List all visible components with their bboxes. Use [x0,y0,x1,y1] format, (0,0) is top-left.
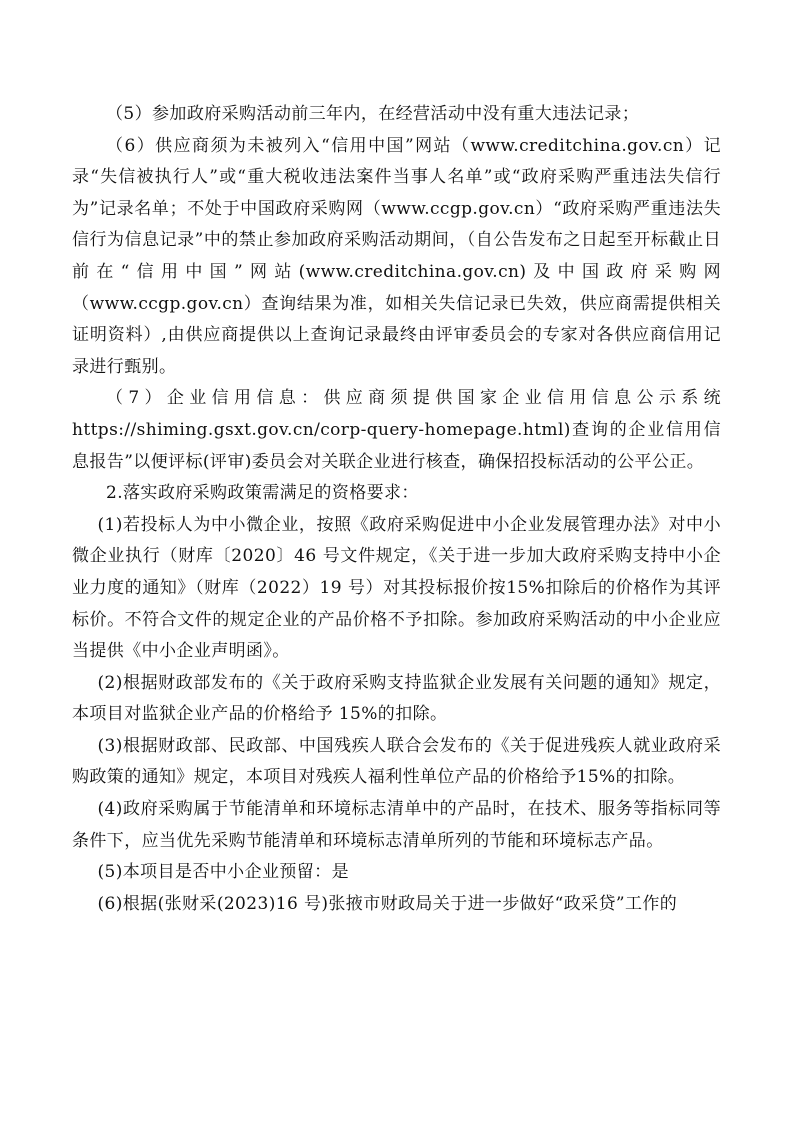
paragraph-item-7: （7）企业信用信息：供应商须提供国家企业信用信息公示系统https://shiming.gsxt.gov.cn/corp-query-homepage.html)查询的企业信用信息报告”以便评标(评审)委员会对关联企业进行核查，确保招投标活动的公平公正。 [72,388,721,472]
section-heading-policy-requirements: 2.落实政府采购政策需满足的资格要求： [106,483,419,504]
paragraph-policy-6: (6)根据(张财采(2023)16 号)张掖市财政局关于进一步做好“政采贷”工作的 [97,893,678,914]
paragraph-policy-2: (2)根据财政部发布的《关于政府采购支持监狱企业发展有关问题的通知》规定，本项目对监狱企业产品的价格给予 15%的扣除。 [72,672,721,725]
paragraph-policy-5: (5)本项目是否中小企业预留：是 [97,862,349,883]
paragraph-policy-1: (1)若投标人为中小微企业，按照《政府采购促进中小企业发展管理办法》对中小微企业执行（财库〔2020〕46 号文件规定，《关于进一步加大政府采购支持中小企业力度的通知》（财库（2022）19 号）对其投标报价按15%扣除后的价格作为其评标价。不符合文件的规定企业的产品价格不予扣除。参加政府采购活动的中小企业应当提供《中小企业声明函》。 [72,514,721,662]
paragraph-policy-3: (3)根据财政部、民政部、中国残疾人联合会发布的《关于促进残疾人就业政府采购政策的通知》规定，本项目对残疾人福利性单位产品的价格给予15%的扣除。 [72,735,721,788]
paragraph-item-6: （6）供应商须为未被列入“信用中国”网站（www.creditchina.gov.cn）记录“失信被执行人”或“重大税收违法案件当事人名单”或“政府采购严重违法失信行为”记录名单；不处于中国政府采购网（www.ccgp.gov.cn）“政府采购严重违法失信行为信息记录”中的禁止参加政府采购活动期间，（自公告发布之日起至开标截止日前在“信用中国”网站(www.creditchina.gov.cn)及中国政府采购网（www.ccgp.gov.cn）查询结果为准，如相关失信记录已失效，供应商需提供相关证明资料）,由供应商提供以上查询记录最终由评审委员会的专家对各供应商信用记录进行甄别。 [72,135,721,377]
paragraph-policy-4: (4)政府采购属于节能清单和环境标志清单中的产品时，在技术、服务等指标同等条件下，应当优先采购节能清单和环境标志清单所列的节能和环境标志产品。 [72,799,721,851]
paragraph-item-5: （5）参加政府采购活动前三年内，在经营活动中没有重大违法记录； [106,104,640,124]
